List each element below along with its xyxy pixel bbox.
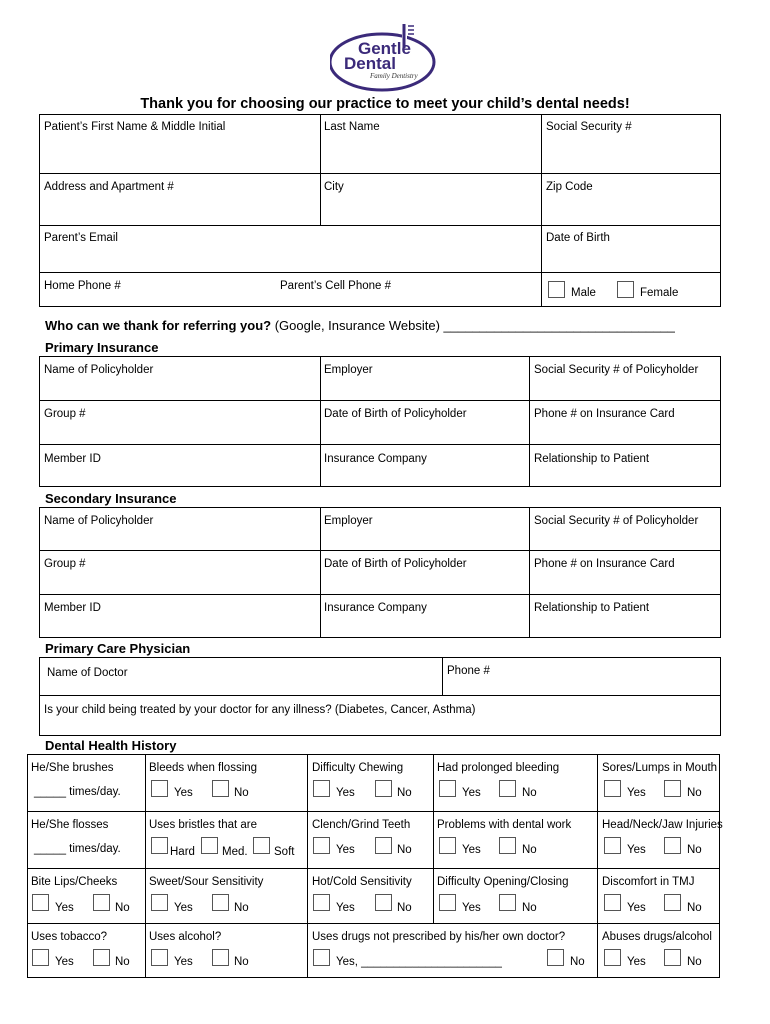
brushes-label: He/She brushes <box>31 762 114 774</box>
bleeds-label: Bleeds when flossing <box>149 762 258 774</box>
home-phone-field[interactable]: Home Phone # <box>44 280 121 292</box>
tmj-no-checkbox[interactable] <box>664 894 681 911</box>
yes-label: Yes <box>627 787 646 799</box>
bleeds-no-checkbox[interactable] <box>212 780 229 797</box>
no-label: No <box>522 787 537 799</box>
primary-group-field[interactable]: Group # <box>44 408 86 420</box>
sores-label: Sores/Lumps in Mouth <box>602 762 718 774</box>
no-label: No <box>522 902 537 914</box>
bite-yes-checkbox[interactable] <box>32 894 49 911</box>
male-checkbox[interactable] <box>548 281 565 298</box>
primary-insurance-heading: Primary Insurance <box>45 340 159 355</box>
logo-line2: Dental <box>344 54 396 73</box>
no-label: No <box>234 956 249 968</box>
bite-label: Bite Lips/Cheeks <box>31 876 118 888</box>
cell-phone-field[interactable]: Parent’s Cell Phone # <box>280 280 392 292</box>
sweet-label: Sweet/Sour Sensitivity <box>149 876 264 888</box>
tobacco-yes-checkbox[interactable] <box>32 949 49 966</box>
hotcold-label: Hot/Cold Sensitivity <box>312 876 412 888</box>
secondary-dob-field[interactable]: Date of Birth of Policyholder <box>324 558 467 570</box>
drugs-yes-checkbox[interactable] <box>313 949 330 966</box>
drugs-yes-field[interactable]: Yes, ______________________ <box>336 956 502 968</box>
logo-tagline: Family Dentistry <box>370 72 418 80</box>
bite-no-checkbox[interactable] <box>93 894 110 911</box>
chewing-yes-checkbox[interactable] <box>313 780 330 797</box>
sores-no-checkbox[interactable] <box>664 780 681 797</box>
primary-dob-field[interactable]: Date of Birth of Policyholder <box>324 408 467 420</box>
no-label: No <box>570 956 585 968</box>
injuries-label: Head/Neck/Jaw Injuries <box>602 819 723 831</box>
secondary-member-field[interactable]: Member ID <box>44 602 101 614</box>
yes-label: Yes <box>627 902 646 914</box>
secondary-employer-field[interactable]: Employer <box>324 515 373 527</box>
no-label: No <box>397 787 412 799</box>
alcohol-label: Uses alcohol? <box>149 931 222 943</box>
chewing-label: Difficulty Chewing <box>312 762 404 774</box>
drugs-no-checkbox[interactable] <box>547 949 564 966</box>
yes-label: Yes <box>174 902 193 914</box>
primary-employer-field[interactable]: Employer <box>324 364 373 376</box>
hotcold-no-checkbox[interactable] <box>375 894 392 911</box>
secondary-policyholder-field[interactable]: Name of Policyholder <box>44 515 154 527</box>
yes-label: Yes <box>55 902 74 914</box>
yes-label: Yes <box>462 844 481 856</box>
injuries-yes-checkbox[interactable] <box>604 837 621 854</box>
physician-box <box>39 657 721 736</box>
ssn-field[interactable]: Social Security # <box>546 121 632 133</box>
chewing-no-checkbox[interactable] <box>375 780 392 797</box>
dob-field[interactable]: Date of Birth <box>546 232 610 244</box>
last-name-field[interactable]: Last Name <box>324 121 380 133</box>
bleeding-label: Had prolonged bleeding <box>437 762 560 774</box>
bleeds-yes-checkbox[interactable] <box>151 780 168 797</box>
yes-label: Yes <box>462 787 481 799</box>
no-label: No <box>234 787 249 799</box>
primary-member-field[interactable]: Member ID <box>44 453 101 465</box>
yes-label: Yes <box>627 844 646 856</box>
no-label: No <box>397 844 412 856</box>
tmj-yes-checkbox[interactable] <box>604 894 621 911</box>
form-title: Thank you for choosing our practice to meet your child’s dental needs! <box>140 96 630 112</box>
injuries-no-checkbox[interactable] <box>664 837 681 854</box>
first-name-field[interactable]: Patient’s First Name & Middle Initial <box>44 121 226 133</box>
bleeding-no-checkbox[interactable] <box>499 780 516 797</box>
primary-policyholder-field[interactable]: Name of Policyholder <box>44 364 154 376</box>
problems-yes-checkbox[interactable] <box>439 837 456 854</box>
tmj-label: Discomfort in TMJ <box>602 876 695 888</box>
primary-phone-field[interactable]: Phone # on Insurance Card <box>534 408 675 420</box>
bleeding-yes-checkbox[interactable] <box>439 780 456 797</box>
clench-label: Clench/Grind Teeth <box>312 819 411 831</box>
yes-label: Yes <box>627 956 646 968</box>
no-label: No <box>115 902 130 914</box>
referral-question[interactable]: Who can we thank for referring you? (Google, Insurance Website) ________________________________ <box>45 318 675 333</box>
yes-label: Yes <box>174 956 193 968</box>
male-label: Male <box>571 287 596 299</box>
opening-label: Difficulty Opening/Closing <box>437 876 569 888</box>
yes-label: Yes <box>336 902 355 914</box>
zip-field[interactable]: Zip Code <box>546 181 593 193</box>
doctor-name-field[interactable]: Name of Doctor <box>47 667 128 679</box>
sores-yes-checkbox[interactable] <box>604 780 621 797</box>
secondary-insurance-heading: Secondary Insurance <box>45 491 177 506</box>
yes-label: Yes <box>336 787 355 799</box>
no-label: No <box>522 844 537 856</box>
flosses-label: He/She flosses <box>31 819 109 831</box>
patient-info-box <box>39 114 721 307</box>
hard-label: Hard <box>170 846 195 858</box>
abuses-no-checkbox[interactable] <box>664 949 681 966</box>
secondary-company-field[interactable]: Insurance Company <box>324 602 427 614</box>
no-label: No <box>234 902 249 914</box>
doctor-phone-field[interactable]: Phone # <box>447 665 490 677</box>
no-label: No <box>687 902 702 914</box>
yes-label: Yes <box>174 787 193 799</box>
bristles-soft-checkbox[interactable] <box>253 837 270 854</box>
bristles-med-checkbox[interactable] <box>201 837 218 854</box>
drugs-label: Uses drugs not prescribed by his/her own doctor? <box>312 931 566 943</box>
yes-label: Yes <box>336 844 355 856</box>
flosses-times-field[interactable]: _____ times/day. <box>34 843 121 855</box>
clench-yes-checkbox[interactable] <box>313 837 330 854</box>
secondary-ssn-field[interactable]: Social Security # of Policyholder <box>534 515 699 527</box>
clench-no-checkbox[interactable] <box>375 837 392 854</box>
address-field[interactable]: Address and Apartment # <box>44 181 174 193</box>
primary-company-field[interactable]: Insurance Company <box>324 453 427 465</box>
no-label: No <box>687 844 702 856</box>
tobacco-no-checkbox[interactable] <box>93 949 110 966</box>
tobacco-label: Uses tobacco? <box>31 931 108 943</box>
problems-label: Problems with dental work <box>437 819 572 831</box>
no-label: No <box>687 787 702 799</box>
no-label: No <box>397 902 412 914</box>
hotcold-yes-checkbox[interactable] <box>313 894 330 911</box>
alcohol-yes-checkbox[interactable] <box>151 949 168 966</box>
secondary-phone-field[interactable]: Phone # on Insurance Card <box>534 558 675 570</box>
sweet-no-checkbox[interactable] <box>212 894 229 911</box>
no-label: No <box>687 956 702 968</box>
dental-history-heading: Dental Health History <box>45 738 177 753</box>
abuses-yes-checkbox[interactable] <box>604 949 621 966</box>
bristles-hard-checkbox[interactable] <box>151 837 168 854</box>
secondary-relationship-field[interactable]: Relationship to Patient <box>534 602 650 614</box>
yes-label: Yes <box>462 902 481 914</box>
problems-no-checkbox[interactable] <box>499 837 516 854</box>
soft-label: Soft <box>274 846 295 858</box>
female-checkbox[interactable] <box>617 281 634 298</box>
primary-ssn-field[interactable]: Social Security # of Policyholder <box>534 364 699 376</box>
bristles-label: Uses bristles that are <box>149 819 258 831</box>
primary-relationship-field[interactable]: Relationship to Patient <box>534 453 650 465</box>
no-label: No <box>115 956 130 968</box>
sweet-yes-checkbox[interactable] <box>151 894 168 911</box>
parent-email-field[interactable]: Parent’s Email <box>44 232 118 244</box>
female-label: Female <box>640 287 679 299</box>
med-label: Med. <box>222 846 248 858</box>
alcohol-no-checkbox[interactable] <box>212 949 229 966</box>
logo-line1: Gentle <box>358 39 411 58</box>
gentle-dental-logo <box>330 22 440 92</box>
opening-no-checkbox[interactable] <box>499 894 516 911</box>
yes-label: Yes <box>55 956 74 968</box>
physician-heading: Primary Care Physician <box>45 641 191 656</box>
opening-yes-checkbox[interactable] <box>439 894 456 911</box>
brushes-times-field[interactable]: _____ times/day. <box>34 786 121 798</box>
abuses-label: Abuses drugs/alcohol <box>602 931 712 943</box>
city-field[interactable]: City <box>324 181 344 193</box>
secondary-group-field[interactable]: Group # <box>44 558 86 570</box>
illness-question-field[interactable]: Is your child being treated by your doctor for any illness? (Diabetes, Cancer, Asthma) <box>44 704 476 716</box>
